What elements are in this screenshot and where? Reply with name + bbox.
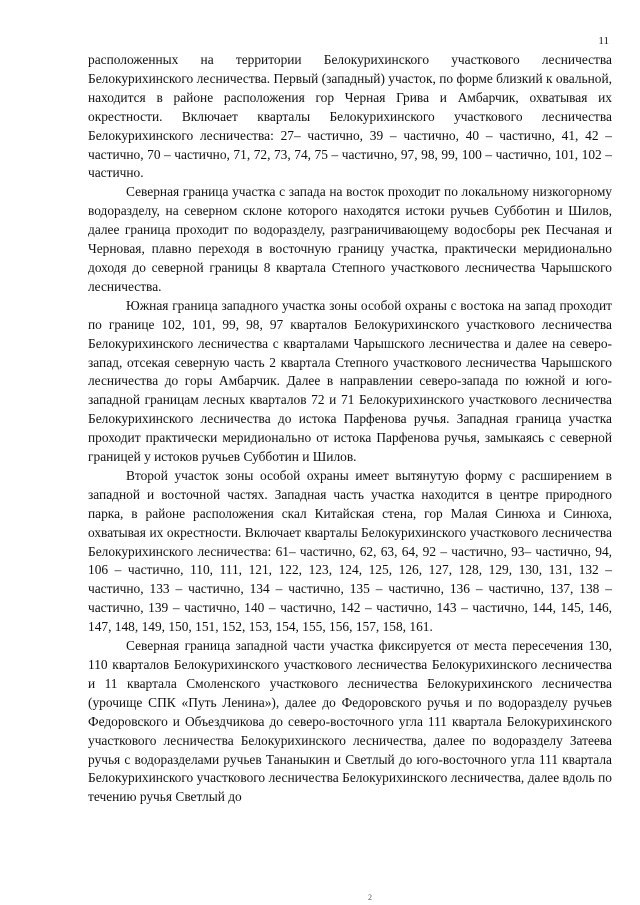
paragraph-1: расположенных на территории Белокурихинского участкового лесничества Белокурихинского лесничества. Первый (западный) участок, по форме близкий к овальной, находится в районе расположения гор Черная Грива и Амбарчик, охватывая их окрестности. Включает кварталы Белокурихинского участкового лесничества Белокурихинского лесничества: 27– частично, 39 – частично, 40 – частично, 41, 42 – частично, 70 – частично, 71, 72, 73, 74, 75 – частично, 97, 98, 99, 100 – частично, 101, 102 – частично. [88, 52, 612, 181]
paragraph-4: Второй участок зоны особой охраны имеет вытянутую форму с расширением в западной и восточной частях. Западная часть участка находится в центре природного парка, в районе расположения скал Китайская стена, гор Малая Синюха и Синюха, охватывая их окрестности. Включает кварталы Белокурихинского участкового лесничества Белокурихинского лесничества: 61– частично, 62, 63, 64, 92 – частично, 93– частично, 94, 106 – частично, 110, 111, 121, 122, 123, 124, 125, 126, 127, 128, 129, 130, 131, 132 – частично, 133 – частично, 134 – частично, 135 – частично, 136 – частично, 137, 138 – частично, 139 – частично, 140 – частично, 142 – частично, 143 – частично, 144, 145, 146, 147, 148, 149, 150, 151, 152, 153, 154, 155, 156, 157, 158, 161. [88, 467, 612, 635]
document-body [88, 51, 612, 807]
footer-mark: 2 [368, 893, 372, 902]
paragraph-3: Южная граница западного участка зоны особой охраны с востока на запад проходит по границе 102, 101, 99, 98, 97 кварталов Белокурихинского участкового лесничества Белокурихинского лесничества с кварталами Чарышского лесничества и далее на северо-запад, отсекая северную часть 2 квартала Степного участкового лесничества Чарышского лесничества до горы Амбарчик. Далее в направлении северо-запада по южной и юго-западной границам лесных кварталов 72 и 71 Белокурихинского участкового лесничества Белокурихинского лесничества до истока Парфенова ручья. Западная граница участка проходит практически меридионально от истока Парфенова ручья, замыкаясь с северной границей у истоков ручьев Субботин и Шилов. [88, 297, 612, 465]
page-number: 11 [598, 35, 609, 47]
paragraph-5: Северная граница западной части участка фиксируется от места пересечения 130, 110 кварталов Белокурихинского участкового лесничества Белокурихинского лесничества и 11 квартала Смоленского участкового лесничества Белокурихинского лесничества (урочище СПК «Путь Ленина»), далее до Федоровского ручья и по водоразделу ручьев Федоровского и Объездчикова до северо-восточного угла 111 квартала Белокурихинского участкового лесничества Белокурихинского лесничества, далее по водоразделу Затеева ручья с водоразделами ручьев Тананыкин и Светлый до юго-восточного угла 111 квартала Белокурихинского участкового лесничества Белокурихинского лесничества, далее вдоль по течению ручья Светлый до [88, 638, 612, 805]
paragraph-2: Северная граница участка с запада на восток проходит по локальному низкогорному водоразделу, на северном склоне которого находятся истоки ручьев Субботин и Шилов, далее граница проходит по водоразделу, разграничивающему водосборы рек Песчаная и Черновая, плавно переходя в восточную границу участка, практически меридионально доходя до северной границы 8 квартала Степного участкового лесничества Чарышского лесничества. [88, 184, 612, 294]
